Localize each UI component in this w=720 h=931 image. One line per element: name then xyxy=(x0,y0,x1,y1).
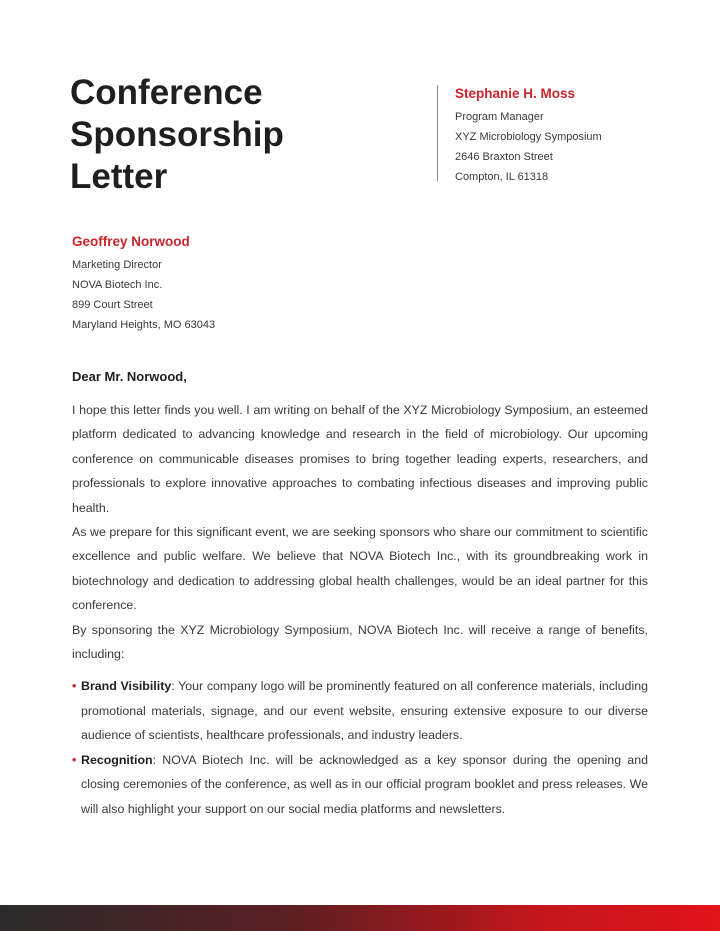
sender-name: Stephanie H. Moss xyxy=(455,86,576,101)
recipient-position: Marketing Director xyxy=(72,259,162,271)
footer-gradient-bar xyxy=(0,905,720,931)
bullet-icon: • xyxy=(72,679,77,694)
sender-block xyxy=(437,85,602,181)
recipient-block xyxy=(72,233,215,335)
sender-street: 2646 Braxton Street xyxy=(455,151,553,163)
recipient-street: 899 Court Street xyxy=(72,299,153,311)
benefit-description: : Your company logo will be prominently featured on all conference materials, including promotional materials, signage, and our event website, ensuring extensive exposure to our diverse audience of scientists, healthcare professionals, and industry leaders. xyxy=(81,679,648,743)
benefits-list xyxy=(72,674,648,820)
benefit-item xyxy=(72,674,648,747)
benefit-term: Recognition xyxy=(81,752,153,767)
benefit-term: Brand Visibility xyxy=(81,679,172,694)
title-line: Conference xyxy=(70,73,263,112)
letter-title xyxy=(70,72,400,198)
body-paragraph: As we prepare for this significant event, we are seeking sponsors who share our commitment to scientific excellence and public welfare. We believe that NOVA Biotech Inc., with its groundbreaking work in biotechnology and dedication to addressing global health challenges, would be an ideal partner for this conference. xyxy=(72,525,648,613)
recipient-organization: NOVA Biotech Inc. xyxy=(72,279,163,291)
bullet-icon: • xyxy=(72,752,77,767)
sender-position: Program Manager xyxy=(455,111,544,123)
salutation: Dear Mr. Norwood, xyxy=(72,369,187,384)
benefit-item xyxy=(72,748,648,821)
title-line: Sponsorship xyxy=(70,115,284,154)
benefit-description: : NOVA Biotech Inc. will be acknowledged as a key sponsor during the opening and closing ceremonies of the conference, as well as in our official program booklet and press releases. We will also highlight your support on our social media platforms and newsletters. xyxy=(81,752,648,816)
body-paragraph: I hope this letter finds you well. I am writing on behalf of the XYZ Microbiology Symposium, an esteemed platform dedicated to advancing knowledge and research in the field of microbiology. Our upcoming conference on communicable diseases promises to bring together leading experts, researchers, and professionals to explore innovative approaches to combating infectious diseases and improving public health. xyxy=(72,403,648,515)
body-paragraph: By sponsoring the XYZ Microbiology Symposium, NOVA Biotech Inc. will receive a range of benefits, including: xyxy=(72,622,648,662)
recipient-city: Maryland Heights, MO 63043 xyxy=(72,319,216,331)
sender-organization: XYZ Microbiology Symposium xyxy=(455,131,602,143)
letter-body xyxy=(72,398,648,821)
title-line: Letter xyxy=(70,157,168,196)
sender-city: Compton, IL 61318 xyxy=(455,171,549,183)
recipient-name: Geoffrey Norwood xyxy=(72,234,190,249)
